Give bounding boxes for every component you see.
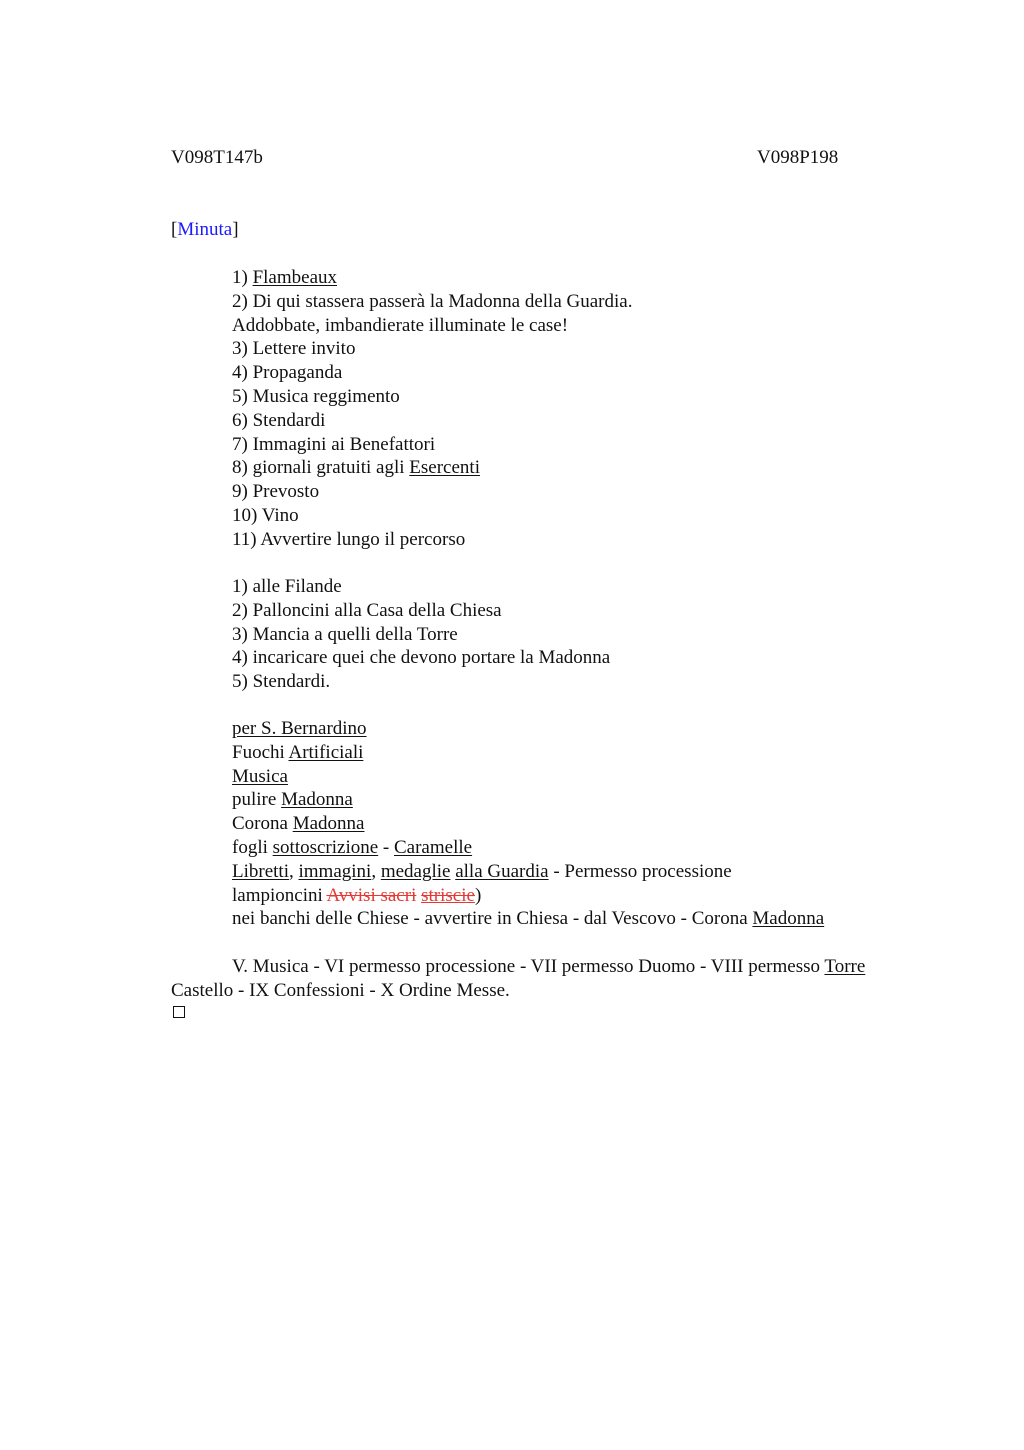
bracket-close: ]	[232, 219, 239, 240]
list-item: 4) incaricare quei che devono portare la Madonna	[232, 647, 611, 669]
list-item: 2) Palloncini alla Casa della Chiesa	[232, 599, 502, 621]
list-item: 6) Stendardi	[232, 409, 326, 431]
minuta-link[interactable]: Minuta	[177, 219, 233, 240]
list-item: 4) Propaganda	[232, 362, 343, 384]
list-item: per S. Bernardino	[232, 718, 367, 739]
list-item: Musica	[232, 765, 288, 787]
deleted-text: Avvisi sacri	[326, 884, 417, 906]
list-item: 3) Lettere invito	[232, 338, 356, 360]
paragraph-line: V. Musica - VI permesso processione - VII permesso Duomo - VIII permesso Torre	[232, 956, 866, 977]
checkbox-square-icon	[173, 1006, 185, 1018]
list-item: Addobbate, imbandierate illuminate le case!	[232, 314, 569, 336]
minuta-label	[171, 218, 239, 242]
list-item: 10) Vino	[232, 504, 299, 526]
deleted-text: striscie	[421, 884, 475, 906]
document-code-left: V098T147b	[171, 147, 263, 168]
list-item: 5) Stendardi.	[232, 671, 331, 693]
list-item: Corona Madonna	[232, 813, 365, 835]
list-item: fogli sottoscrizione - Caramelle	[232, 836, 473, 858]
list-item: 9) Prevosto	[232, 481, 320, 503]
list-item: 8) giornali gratuiti agli Esercenti	[232, 457, 480, 479]
list-item: nei banchi delle Chiese - avvertire in Chiesa - dal Vescovo - Corona Madonna	[232, 908, 825, 930]
list-item: lampioncini Avvisi sacri striscie)	[232, 884, 482, 906]
closing-paragraph	[171, 955, 941, 1003]
list-item: 1) Flambeaux	[232, 267, 338, 288]
list-item: 2) Di qui stassera passerà la Madonna della Guardia.	[232, 290, 633, 312]
bracket-open: [	[171, 219, 178, 240]
list-item: 11) Avvertire lungo il percorso	[232, 528, 466, 550]
list-item: 5) Musica reggimento	[232, 385, 400, 407]
second-list	[232, 575, 610, 694]
third-list	[232, 717, 824, 931]
list-item: 1) alle Filande	[232, 576, 342, 597]
list-item: 3) Mancia a quelli della Torre	[232, 623, 458, 645]
list-item: Libretti, immagini, medaglie alla Guardia - Permesso processione	[232, 860, 732, 882]
list-item: 7) Immagini ai Benefattori	[232, 433, 436, 455]
paragraph-line: Castello - IX Confessioni - X Ordine Messe.	[171, 979, 510, 1001]
first-list	[232, 266, 632, 552]
list-item: pulire Madonna	[232, 789, 353, 811]
list-item: Fuochi Artificiali	[232, 741, 364, 763]
document-code-right: V098P198	[757, 147, 839, 168]
